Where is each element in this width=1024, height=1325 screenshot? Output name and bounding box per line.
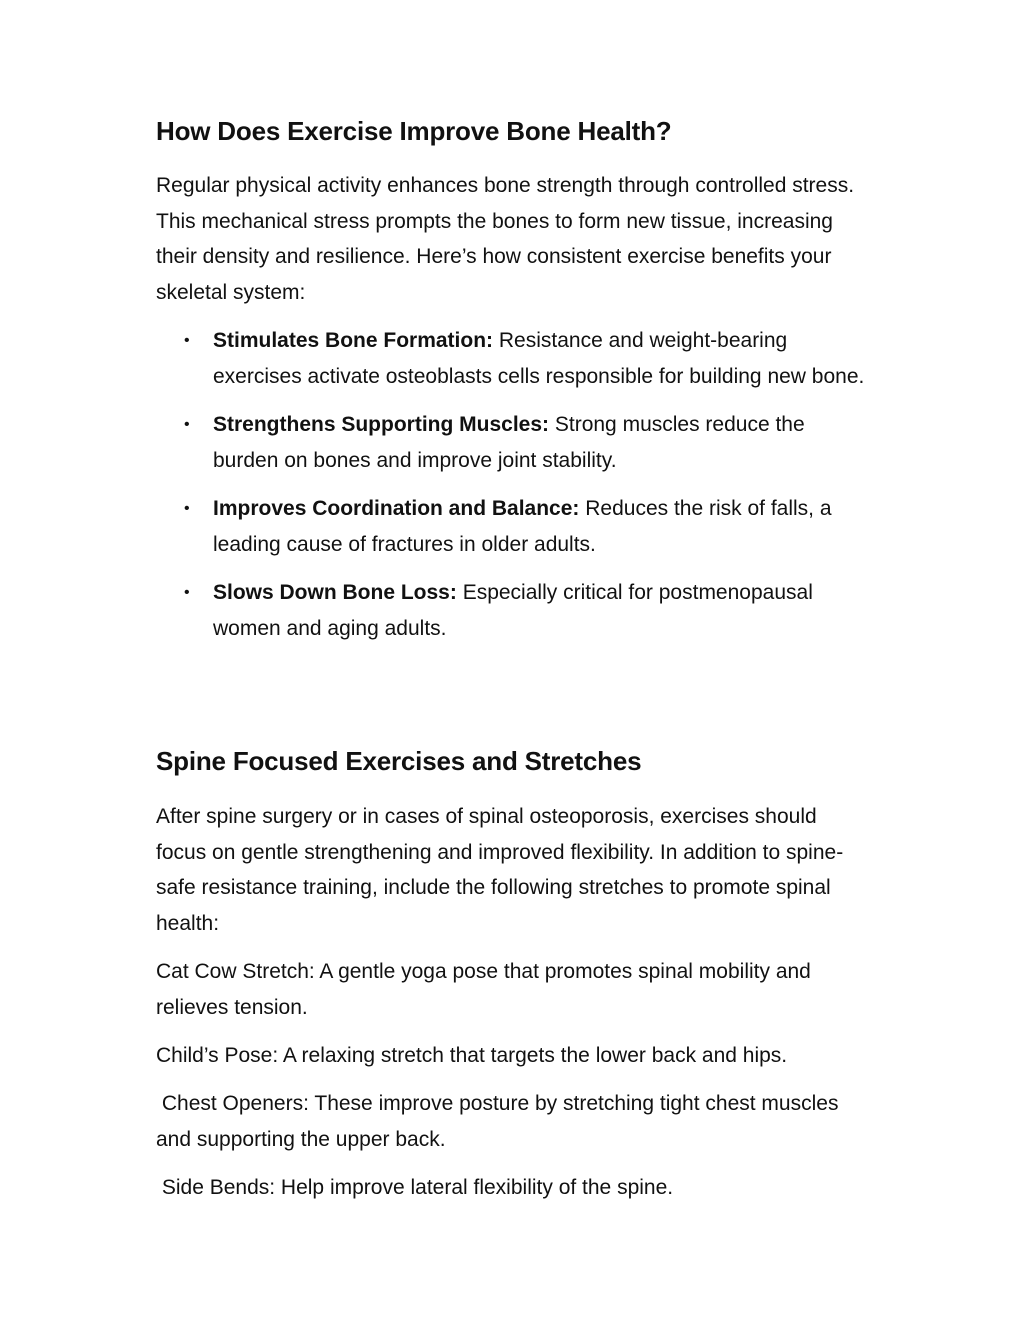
list-item	[156, 407, 868, 478]
stretch-paragraph-chest-openers: Chest Openers: These improve posture by stretching tight chest muscles and supporting the upper back.	[156, 1092, 845, 1151]
benefits-list	[156, 323, 868, 659]
list-item	[156, 575, 868, 646]
bullet-icon: •	[184, 584, 190, 601]
intro-paragraph-spine: After spine surgery or in cases of spinal osteoporosis, exercises should focus on gentle strengthening and improved flexibility. In addition to spine-safe resistance training, include the following stretches to promote spinal health:	[156, 805, 844, 935]
bullet-icon: •	[184, 332, 190, 349]
benefit-text: Reduces the risk of falls, a leading cause of fractures in older adults.	[213, 497, 832, 556]
stretch-paragraph-side-bends: Side Bends: Help improve lateral flexibility of the spine.	[156, 1176, 674, 1199]
bullet-icon: •	[184, 500, 190, 517]
intro-paragraph-bone-health: Regular physical activity enhances bone strength through controlled stress. This mechanical stress prompts the bones to form new tissue, increasing their density and resilience. Here’s how consistent exercise benefits your skeletal system:	[156, 174, 855, 304]
benefit-term: Strengthens Supporting Muscles:	[213, 413, 550, 436]
stretch-paragraph-childs-pose: Child’s Pose: A relaxing stretch that targets the lower back and hips.	[156, 1044, 788, 1067]
list-item	[156, 323, 868, 394]
benefit-text: Resistance and weight-bearing exercises activate osteoblasts cells responsible for building new bone.	[213, 329, 865, 388]
bullet-icon: •	[184, 416, 190, 433]
benefit-term: Improves Coordination and Balance:	[213, 497, 580, 520]
stretch-paragraph-cat-cow: Cat Cow Stretch: A gentle yoga pose that promotes spinal mobility and relieves tension.	[156, 960, 811, 1019]
benefit-term: Stimulates Bone Formation:	[213, 329, 494, 352]
benefit-text: Especially critical for postmenopausal women and aging adults.	[213, 581, 813, 640]
section-heading-bone-health: How Does Exercise Improve Bone Health?	[156, 116, 672, 146]
benefit-text: Strong muscles reduce the burden on bones and improve joint stability.	[213, 413, 805, 472]
section-heading-spine-exercises: Spine Focused Exercises and Stretches	[156, 746, 642, 776]
benefit-term: Slows Down Bone Loss:	[213, 581, 457, 604]
list-item	[156, 491, 868, 562]
